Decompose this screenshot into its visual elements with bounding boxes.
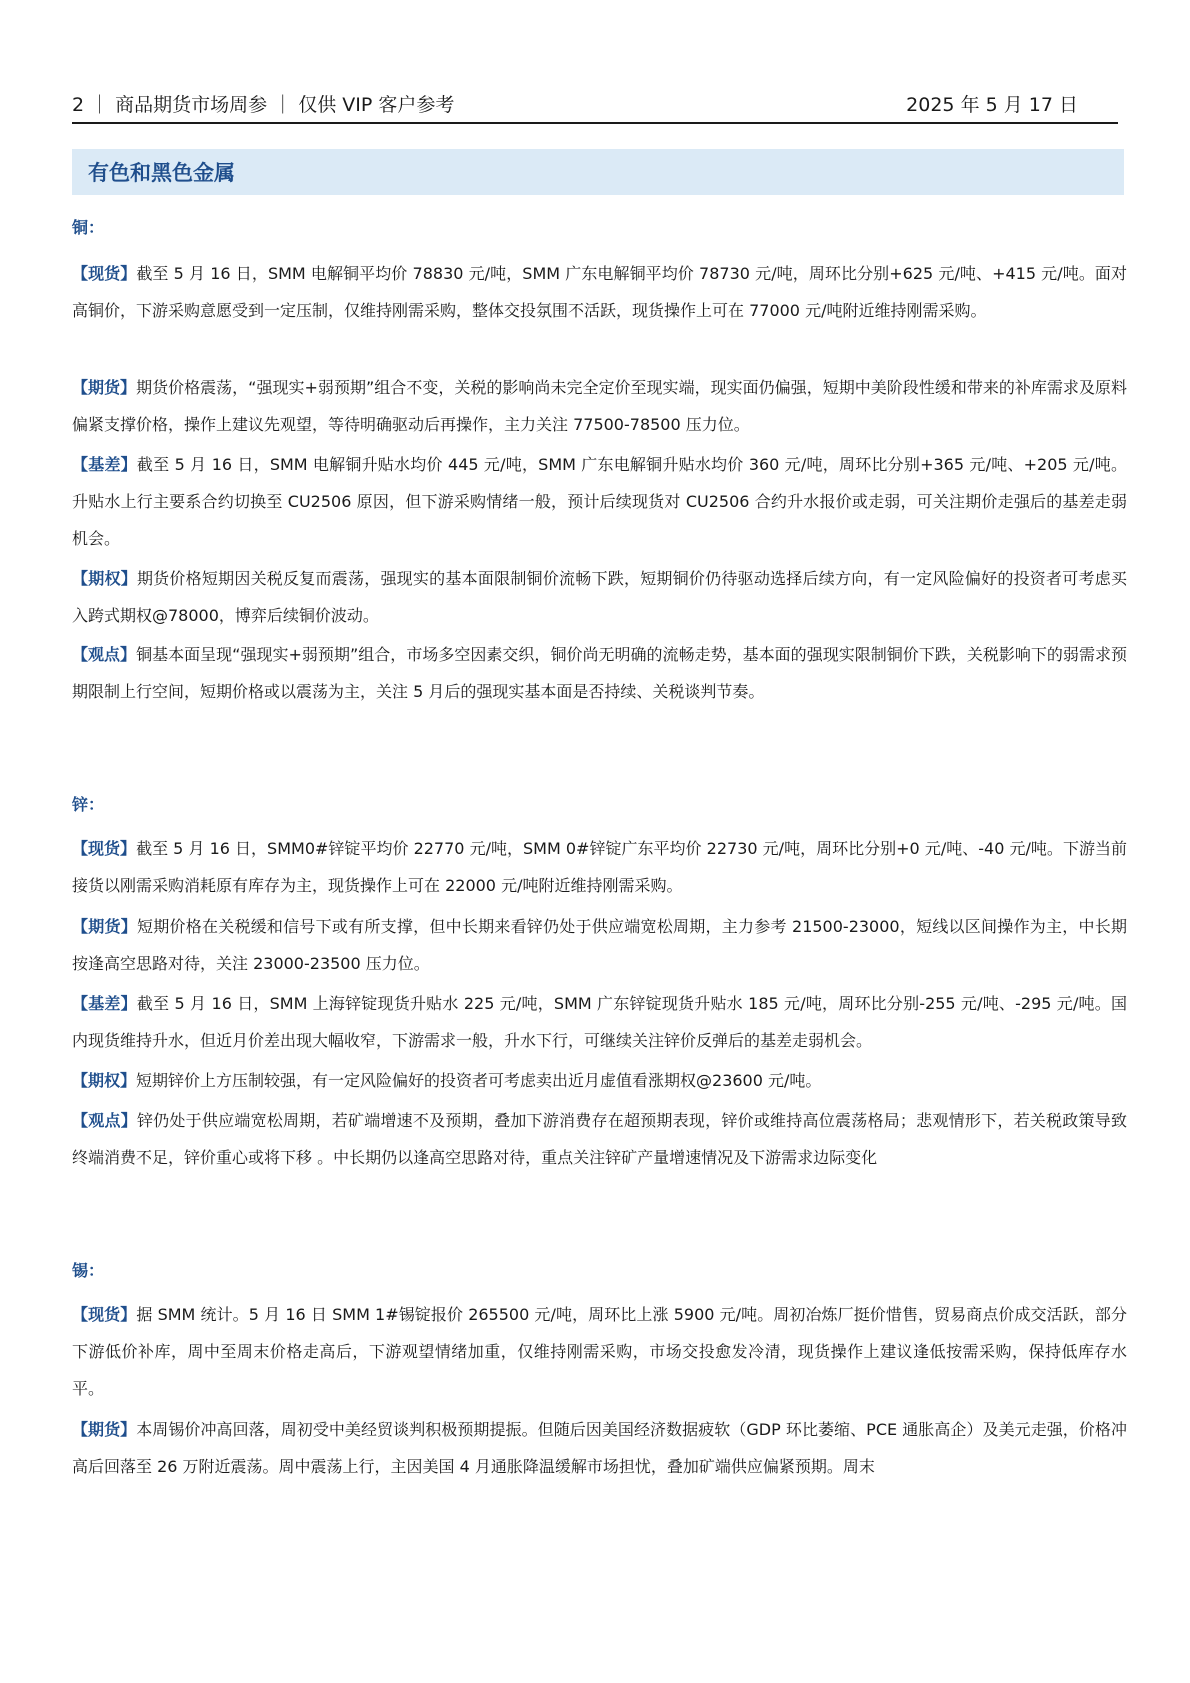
paragraph-text: 锌仍处于供应端宽松周期，若矿端增速不及预期，叠加下游消费存在超预期表现，锌价或维持高位震荡格局；悲观情形下，若关税政策导致终端消费不足，锌价重心或将下移 。中长期仍以逢高空思路对待，重点关注锌矿产量增速情况及下游需求边际变化 [72, 1111, 1127, 1167]
paragraph-text: 短期价格在关税缓和信号下或有所支撑，但中长期来看锌仍处于供应端宽松周期，主力参考 21500-23000，短线以区间操作为主，中长期按逢高空思路对待，关注 23000-23500 压力位。 [72, 917, 1127, 973]
zinc-spot-paragraph [72, 830, 1127, 904]
tin-futures-paragraph [72, 1411, 1127, 1485]
paragraph-tag: 【期权】 [72, 569, 137, 588]
paragraph-text: 本周锡价冲高回落，周初受中美经贸谈判积极预期提振。但随后因美国经济数据疲软（GDP 环比萎缩、PCE 通胀高企）及美元走强，价格冲高后回落至 26 万附近震荡。周中震荡上行，主因美国 4 月通胀降温缓解市场担忧，叠加矿端供应偏紧预期。周末 [72, 1420, 1127, 1476]
paragraph-tag: 【现货】 [72, 839, 137, 858]
paragraph-text: 截至 5 月 16 日，SMM 上海锌锭现货升贴水 225 元/吨，SMM 广东锌锭现货升贴水 185 元/吨，周环比分别-255 元/吨、-295 元/吨。国内现货维持升水，但近月价差出现大幅收窄，下游需求一般，升水下行，可继续关注锌价反弹后的基差走弱机会。 [72, 994, 1127, 1050]
copper-view-paragraph [72, 636, 1127, 710]
paragraph-text: 截至 5 月 16 日，SMM0#锌锭平均价 22770 元/吨，SMM 0#锌锭广东平均价 22730 元/吨，周环比分别+0 元/吨、-40 元/吨。下游当前接货以刚需采购消耗原有库存为主，现货操作上可在 22000 元/吨附近维持刚需采购。 [72, 839, 1127, 895]
paragraph-text: 短期锌价上方压制较强，有一定风险偏好的投资者可考虑卖出近月虚值看涨期权@23600 元/吨。 [136, 1071, 822, 1090]
paragraph-tag: 【观点】 [72, 1111, 137, 1130]
paragraph-text: 据 SMM 统计。5 月 16 日 SMM 1#锡锭报价 265500 元/吨，周环比上涨 5900 元/吨。周初冶炼厂挺价惜售，贸易商点价成交活跃，部分下游低价补库，周中至周末价格走高后，下游观望情绪加重，仅维持刚需采购，市场交投愈发冷清，现货操作上建议逢低按需采购，保持低库存水平。 [72, 1305, 1127, 1398]
paragraph-text: 铜基本面呈现“强现实+弱预期”组合，市场多空因素交织，铜价尚无明确的流畅走势，基本面的强现实限制铜价下跌，关税影响下的弱需求预期限制上行空间，短期价格或以震荡为主，关注 5 月后的强现实基本面是否持续、关税谈判节奏。 [72, 645, 1127, 701]
paragraph-tag: 【现货】 [72, 264, 137, 283]
paragraph-text: 期货价格短期因关税反复而震荡，强现实的基本面限制铜价流畅下跌，短期铜价仍待驱动选择后续方向，有一定风险偏好的投资者可考虑买入跨式期权@78000，博弈后续铜价波动。 [72, 569, 1127, 625]
section-title: 有色和黑色金属 [88, 161, 235, 185]
header-title: 2 ｜ 商品期货市场周参 ｜ 仅供 VIP 客户参考 [72, 94, 455, 116]
paragraph-tag: 【观点】 [72, 645, 137, 664]
paragraph-text: 期货价格震荡，“强现实+弱预期”组合不变，关税的影响尚未完全定价至现实端，现实面仍偏强，短期中美阶段性缓和带来的补库需求及原料偏紧支撑价格，操作上建议先观望，等待明确驱动后再操作，主力关注 77500-78500 压力位。 [72, 378, 1127, 434]
tin-title: 锡： [72, 1261, 105, 1280]
section-banner [72, 149, 1124, 195]
header-date: 2025 年 5 月 17 日 [906, 94, 1078, 116]
paragraph-tag: 【期货】 [72, 378, 137, 397]
zinc-basis-paragraph [72, 985, 1127, 1059]
paragraph-tag: 【现货】 [72, 1305, 137, 1324]
tin-spot-paragraph [72, 1296, 1127, 1407]
paragraph-tag: 【期权】 [72, 1071, 137, 1090]
copper-futures-paragraph [72, 369, 1127, 443]
copper-basis-paragraph [72, 446, 1127, 557]
copper-options-paragraph [72, 560, 1127, 634]
paragraph-text: 截至 5 月 16 日，SMM 电解铜升贴水均价 445 元/吨，SMM 广东电解铜升贴水均价 360 元/吨，周环比分别+365 元/吨、+205 元/吨。升贴水上行主要系合约切换至 CU2506 原因，但下游采购情绪一般，预计后续现货对 CU2506 合约升水报价或走弱，可关注期价走强后的基差走弱机会。 [72, 455, 1127, 548]
paragraph-text: 截至 5 月 16 日，SMM 电解铜平均价 78830 元/吨，SMM 广东电解铜平均价 78730 元/吨，周环比分别+625 元/吨、+415 元/吨。面对高铜价，下游采购意愿受到一定压制，仅维持刚需采购，整体交投氛围不活跃，现货操作上可在 77000 元/吨附近维持刚需采购。 [72, 264, 1127, 320]
paragraph-tag: 【期货】 [72, 917, 137, 936]
zinc-view-paragraph [72, 1102, 1127, 1176]
zinc-title: 锌： [72, 795, 105, 814]
copper-spot-paragraph [72, 255, 1127, 329]
paragraph-tag: 【基差】 [72, 455, 137, 474]
paragraph-tag: 【期货】 [72, 1420, 137, 1439]
copper-title: 铜： [72, 218, 105, 237]
paragraph-tag: 【基差】 [72, 994, 137, 1013]
page-header [72, 88, 1118, 124]
zinc-options-paragraph [72, 1062, 1127, 1099]
zinc-futures-paragraph [72, 908, 1127, 982]
